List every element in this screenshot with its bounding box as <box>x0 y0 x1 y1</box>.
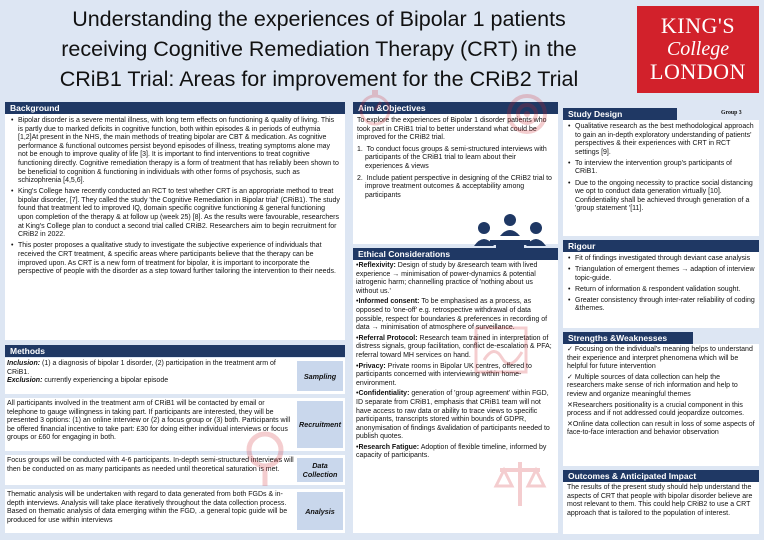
analysis-label: Analysis <box>297 492 343 530</box>
study-design-bullet-3: • Due to the ongoing necessity to practice social distancing we opt to conduct data generation virtually [10]. Confidentiality shall be achieved through generation of a 'group statement '[11]. <box>566 180 756 214</box>
strengths-section <box>563 344 759 466</box>
study-design-bullet-2: • To interview the intervention group's participants of CRiB1. <box>566 160 756 177</box>
background-bullet-1: • Bipolar disorder is a severe mental illness, with long term effects on functioning & quality of living. This is partly due to marked deficits in cognitive function, both within episodes & in periods of euthymia [1,2]At present in the NHS, the main methods of treating bipolar are CBT & medication. As cognitive performance & functional outcomes persist beyond episodes of illness, treating symptoms alone may not be enough to improve quality of life [3]. It is important to find interventions to treat cognitive functioning directly. Cognitive remediation therapy is a form of treatment that has reliably been shown to be beneficial to cognition & functioning in individuals with other forms of psychosis, such as schizophrenia [4,5,6]. <box>9 117 341 186</box>
data-collection-text: Focus groups will be conducted with 4-6 participants. In-depth semi-structured interviews will then be conducted on as many participants as needed until theoretical saturation is met. <box>7 457 294 473</box>
strength-1: ✓ Focusing on the individual's meaning helps to understand their experience and interpret phenomena which will be helpful for future intervention <box>567 346 753 371</box>
ethics-confidentiality: •Confidentiality: generation of 'group agreement' within FGD, ID separate from CRiB1, emphasis that CRiB1 team will not have access to raw data or ability to trace views to specific participants, transcripts stored within bounds of GDPR, anonymisation of findings &validation of participants needed to publish quotes. <box>356 390 550 441</box>
methods-sampling-row <box>5 358 345 394</box>
background-bullet-3: • This poster proposes a qualitative study to investigate the subjective experience of individuals that received the CRT treatment, & specific areas where participants believe that the therapy can be improved upon. As CRT is a new form of treatment for bipolar, it is important to incorporate the perspective of people with the disorder as a step toward further tailoring the intervention to their needs. <box>9 242 341 276</box>
outcomes-header: Outcomes & Anticipated Impact <box>563 470 759 482</box>
rigour-bullet-1: • Fit of findings investigated through deviant case analysis <box>566 255 756 264</box>
poster-title <box>8 4 630 94</box>
signature-icon <box>470 322 546 382</box>
study-design-bullet-1: • Qualitative research as the best methodological approach to gain an in-depth exploratory understanding of patients' perspectives & their experiences with CRT in RCT settings [9]. <box>566 123 756 157</box>
background-header: Background <box>5 102 345 114</box>
recruitment-label: Recruitment <box>297 401 343 448</box>
background-bullet-2: • King's College have recently conducted an RCT to test whether CRT is an appropriate method to treat bipolar disorder, [7]. They called the study 'the Cognitive Remediation in Bipolar trial' (CRiB1). The study found that treatment led to improved IQ, domain specific cognitive functioning & general functioning upon completion of the therapy & at follow up (week 25) [8]. As the results were favourable, researchers at King's College plan to conduct a second trial called CRiB2. Researchers aim to begin recruitment for CRiB2 in 2022. <box>9 188 341 240</box>
target-icon <box>505 92 549 136</box>
weakness-2: ✕Online data collection can result in loss of some aspects of face-to-face interaction and behavior observation <box>567 420 755 437</box>
ethics-privacy: •Privacy: Private rooms in Bipolar UK centres, offered to participants concerned with interviewing within home-environment. <box>356 362 532 387</box>
aim-header: Aim &Objectives <box>353 102 558 114</box>
title-line-2: receiving Cognitive Remediation Therapy (CRT) in the <box>61 37 577 61</box>
kings-college-logo: KING'S College LONDON <box>637 6 759 93</box>
title-line-3: CRiB1 Trial: Areas for improvement for the CRiB2 Trial <box>59 67 579 91</box>
ethics-informed-consent: •Informed consent: To be emphasised as a process, as opposed to 'one-off' e.g. retrospective withdrawal of data possible, respect for boundaries & preferences in recording of data → minimisation of atmosphere of surveillance. <box>356 298 548 332</box>
sampling-text: Inclusion: (1) a diagnosis of bipolar 1 disorder, (2) participation in the treatment arm of CRiB1. Exclusion: currently experiencing a bipolar episode <box>7 360 276 385</box>
aim-objective-1: 1. To conduct focus groups & semi-structured interviews with participants of the CRiB1 trial to learn about their experiences & views <box>357 145 547 170</box>
group-label: Group 3 <box>721 110 742 116</box>
aim-intro: To explore the experiences of Bipolar 1 disorder patients who took part in CRiB1 trial to better understand what could be improved for the CRiB2 trial. <box>357 117 547 142</box>
outcomes-section <box>563 482 759 534</box>
weakness-1: ✕Researchers positionality is a crucial component in this process and if not addressed could jeopardize outcomes. <box>567 401 745 418</box>
ethics-header: Ethical Considerations <box>353 248 558 260</box>
strengths-header: Strengths &Weaknesses <box>563 332 693 344</box>
study-design-section <box>563 120 759 236</box>
strength-2: ✓ Multiple sources of data collection can help the researchers make sense of rich information and help to review and organize meaningful themes <box>567 373 738 398</box>
ethics-research-fatigue: •Research Fatigue: Adoption of flexible timeline, informed by capacity of participants. <box>356 443 547 460</box>
magnifier-icon <box>235 428 295 488</box>
ethics-referral-protocol: •Referral Protocol: Research team trained in interpretation of distress signals, group facilitation, conflict de-escalation & PFA; referral toward MH services on hand. <box>356 334 552 359</box>
rigour-bullet-3: • Return of information & respondent validation sought. <box>566 286 756 295</box>
stopwatch-icon <box>357 88 393 128</box>
rigour-bullet-2: • Triangulation of emergent themes → adaption of interview topic-guide. <box>566 266 756 283</box>
methods-analysis-row <box>5 489 345 533</box>
ethics-reflexivity: •Reflexivity: Design of study by &research team with lived experience → minimisation of power-dynamics & potential iatrogenic harm; channelling practice of 'nothing about us without us.' <box>356 262 538 295</box>
sampling-label: Sampling <box>297 361 343 391</box>
study-design-header: Study Design <box>563 108 677 120</box>
outcomes-text: The results of the present study should help understand the aspects of CRT that people with bipolar disorder believe are most relevant to them. This could help CRiB2 to use a CRT approach that is tailored to the population of interest. <box>567 484 753 517</box>
balance-icon <box>492 456 548 512</box>
cross-icon: ✕ <box>567 420 573 428</box>
background-section <box>5 114 345 340</box>
cross-icon: ✕ <box>567 401 573 409</box>
rigour-section <box>563 252 759 328</box>
analysis-text: Thematic analysis will be undertaken with regard to data generated from both FGDs & in-depth interviews. Analysis will take place iteratively throughout the data collection process. Based on thematic analysis of data emerging within the FGD, .a general topic guide will be produced for use within interviews <box>7 491 288 524</box>
aim-objective-2: 2. Include patient perspective in designing of the CRiB2 trial to improve treatment outcomes & acceptability among participants <box>357 174 552 199</box>
methods-header: Methods <box>5 345 345 357</box>
check-icon: ✓ <box>567 373 573 381</box>
title-line-1: Understanding the experiences of Bipolar 1 patients <box>72 7 566 31</box>
rigour-header: Rigour <box>563 240 759 252</box>
data-collection-label: Data Collection <box>297 458 343 482</box>
recruitment-text: All participants involved in the treatment arm of CRiB1 will be contacted by email or telephone to gauge willingness in taking part. If participants are interested, they will be presented 3 options: (1) an online interview or (2) a focus group or (3) both. Participants will be offered financial incentive to take part: £30 for doing either individual interviews or focus groups or £60 for engaging in both. <box>7 400 291 442</box>
check-icon: ✓ <box>567 346 573 353</box>
rigour-bullet-4: • Greater consistency through inter-rater reliability of coding &themes. <box>566 297 756 314</box>
